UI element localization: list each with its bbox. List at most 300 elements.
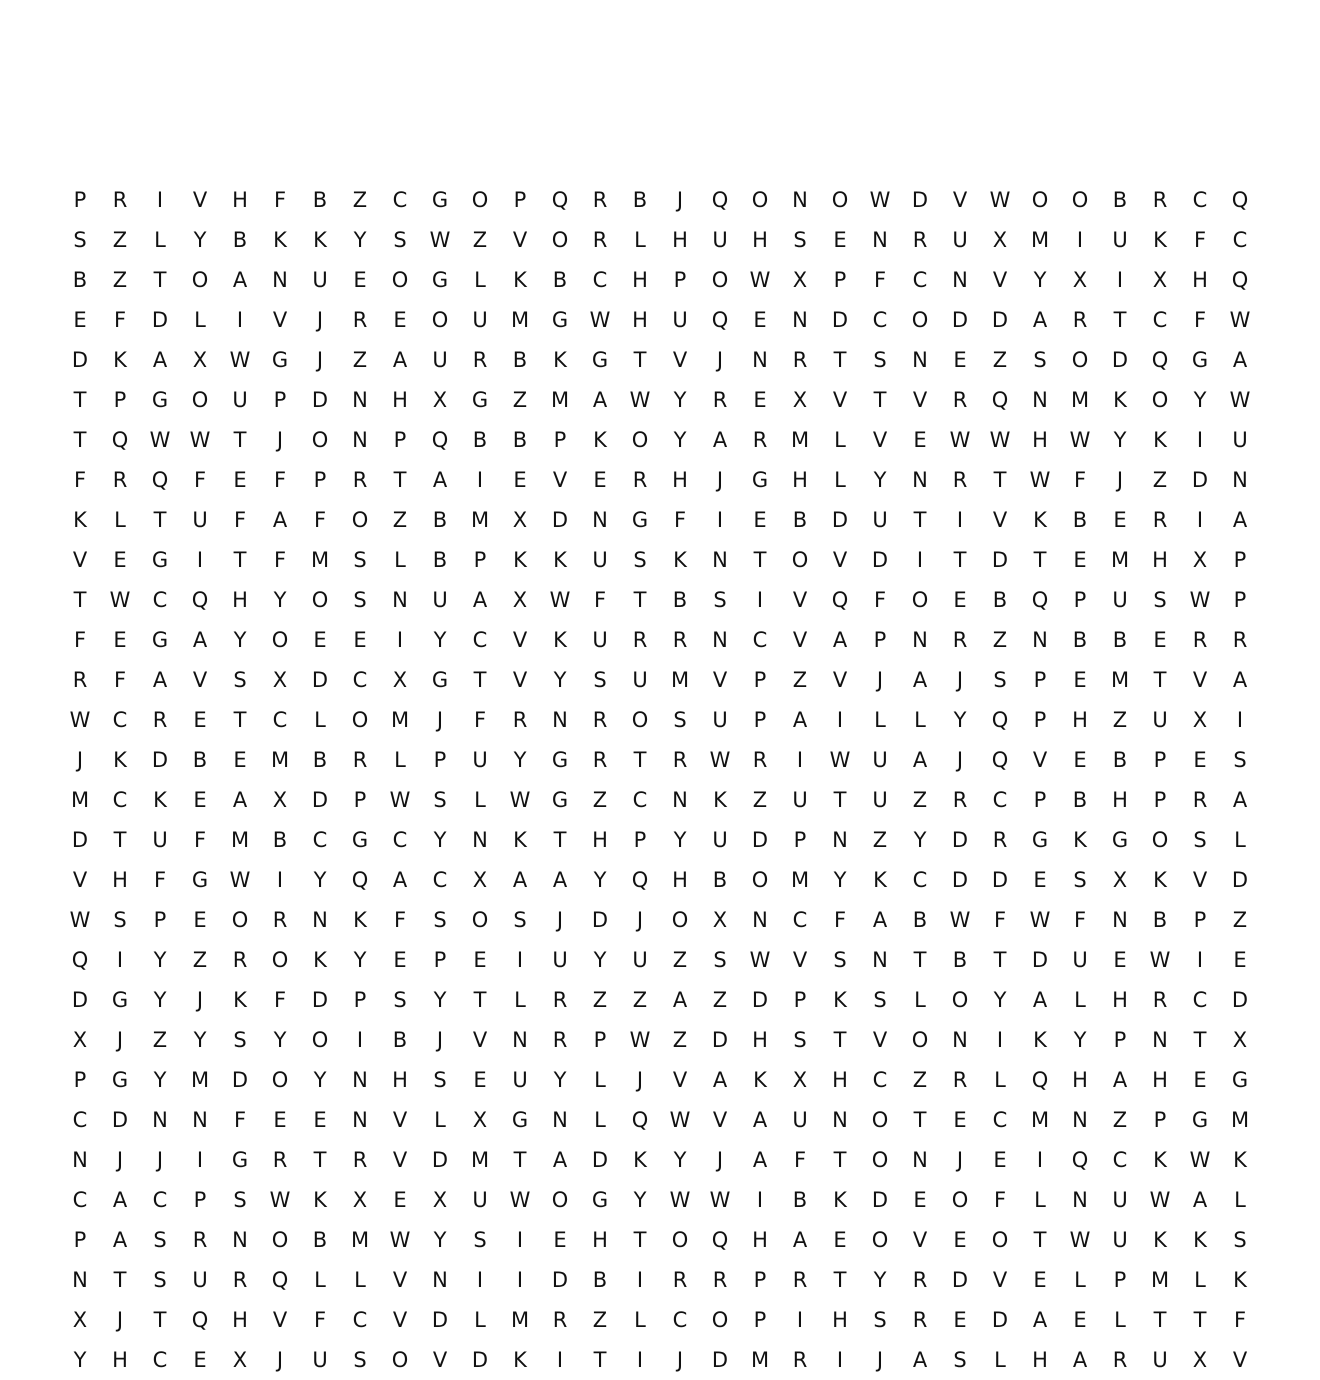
- letter-cell[interactable]: L: [1074, 1268, 1086, 1292]
- letter-cell[interactable]: V: [192, 668, 208, 692]
- letter-cell[interactable]: U: [192, 508, 208, 532]
- letter-cell[interactable]: G: [1191, 348, 1209, 372]
- letter-cell[interactable]: O: [311, 588, 329, 612]
- letter-cell[interactable]: R: [592, 748, 608, 772]
- letter-cell[interactable]: C: [352, 1308, 368, 1332]
- letter-cell[interactable]: P: [433, 948, 447, 972]
- letter-cell[interactable]: A: [112, 1188, 128, 1212]
- letter-cell[interactable]: D: [471, 1348, 489, 1372]
- letter-cell[interactable]: B: [1112, 188, 1128, 212]
- letter-cell[interactable]: K: [1233, 1148, 1247, 1172]
- letter-cell[interactable]: A: [512, 868, 528, 892]
- letter-cell[interactable]: J: [876, 668, 884, 692]
- letter-cell[interactable]: I: [636, 1268, 644, 1292]
- letter-cell[interactable]: V: [392, 1108, 408, 1132]
- letter-cell[interactable]: I: [636, 1348, 644, 1372]
- letter-cell[interactable]: L: [194, 308, 206, 332]
- letter-cell[interactable]: A: [592, 388, 608, 412]
- letter-cell[interactable]: E: [313, 1108, 327, 1132]
- letter-cell[interactable]: E: [1113, 948, 1127, 972]
- letter-cell[interactable]: Q: [1231, 188, 1249, 212]
- letter-cell[interactable]: P: [1153, 748, 1167, 772]
- letter-cell[interactable]: F: [113, 668, 127, 692]
- letter-cell[interactable]: I: [796, 748, 804, 772]
- letter-cell[interactable]: L: [474, 1308, 486, 1332]
- letter-cell[interactable]: H: [232, 188, 248, 212]
- letter-cell[interactable]: P: [1113, 1028, 1127, 1052]
- letter-cell[interactable]: N: [752, 908, 768, 932]
- letter-cell[interactable]: A: [1232, 348, 1248, 372]
- letter-cell[interactable]: L: [1194, 1268, 1206, 1292]
- letter-cell[interactable]: S: [1153, 588, 1167, 612]
- letter-cell[interactable]: B: [1072, 628, 1088, 652]
- letter-cell[interactable]: H: [1072, 1068, 1088, 1092]
- letter-cell[interactable]: K: [1153, 868, 1167, 892]
- letter-cell[interactable]: U: [552, 948, 568, 972]
- letter-cell[interactable]: Q: [271, 1268, 289, 1292]
- letter-cell[interactable]: C: [152, 1348, 168, 1372]
- letter-cell[interactable]: W: [69, 908, 91, 932]
- letter-cell[interactable]: C: [272, 708, 288, 732]
- letter-cell[interactable]: K: [1153, 1228, 1167, 1252]
- letter-cell[interactable]: J: [556, 908, 564, 932]
- letter-cell[interactable]: R: [272, 1148, 288, 1172]
- letter-cell[interactable]: Y: [953, 708, 967, 732]
- letter-cell[interactable]: V: [472, 1028, 488, 1052]
- letter-cell[interactable]: R: [1232, 628, 1248, 652]
- letter-cell[interactable]: Z: [152, 1028, 168, 1052]
- letter-cell[interactable]: H: [592, 1228, 608, 1252]
- letter-cell[interactable]: W: [749, 268, 771, 292]
- letter-cell[interactable]: F: [73, 628, 87, 652]
- letter-cell[interactable]: R: [352, 1148, 368, 1172]
- letter-cell[interactable]: A: [232, 788, 248, 812]
- letter-cell[interactable]: P: [273, 388, 287, 412]
- letter-cell[interactable]: E: [1233, 948, 1247, 972]
- letter-cell[interactable]: O: [791, 548, 809, 572]
- letter-cell[interactable]: G: [431, 188, 449, 212]
- letter-cell[interactable]: H: [1112, 788, 1128, 812]
- letter-cell[interactable]: D: [71, 348, 89, 372]
- letter-cell[interactable]: P: [1033, 788, 1047, 812]
- letter-cell[interactable]: T: [313, 1148, 327, 1172]
- letter-cell[interactable]: O: [751, 188, 769, 212]
- letter-cell[interactable]: L: [1234, 1188, 1246, 1212]
- letter-cell[interactable]: W: [1189, 588, 1211, 612]
- letter-cell[interactable]: E: [993, 1148, 1007, 1172]
- letter-cell[interactable]: M: [270, 748, 290, 772]
- letter-cell[interactable]: V: [992, 508, 1008, 532]
- letter-cell[interactable]: A: [1112, 1068, 1128, 1092]
- letter-cell[interactable]: L: [874, 708, 886, 732]
- letter-cell[interactable]: F: [1233, 1308, 1247, 1332]
- letter-cell[interactable]: D: [1031, 948, 1049, 972]
- letter-cell[interactable]: E: [193, 1348, 207, 1372]
- letter-cell[interactable]: R: [1072, 308, 1088, 332]
- letter-cell[interactable]: N: [832, 1108, 848, 1132]
- letter-cell[interactable]: H: [832, 1308, 848, 1332]
- letter-cell[interactable]: P: [153, 908, 167, 932]
- letter-cell[interactable]: Z: [392, 508, 408, 532]
- letter-cell[interactable]: A: [1032, 988, 1048, 1012]
- letter-cell[interactable]: F: [1073, 908, 1087, 932]
- letter-cell[interactable]: E: [473, 948, 487, 972]
- letter-cell[interactable]: H: [752, 1028, 768, 1052]
- letter-cell[interactable]: K: [1033, 1028, 1047, 1052]
- letter-cell[interactable]: H: [392, 1068, 408, 1092]
- letter-cell[interactable]: K: [73, 508, 87, 532]
- letter-cell[interactable]: U: [1112, 588, 1128, 612]
- letter-cell[interactable]: A: [712, 428, 728, 452]
- letter-cell[interactable]: F: [193, 828, 207, 852]
- letter-cell[interactable]: N: [432, 1268, 448, 1292]
- letter-cell[interactable]: R: [592, 228, 608, 252]
- letter-cell[interactable]: B: [312, 188, 328, 212]
- letter-cell[interactable]: V: [872, 1028, 888, 1052]
- letter-cell[interactable]: B: [912, 908, 928, 932]
- letter-cell[interactable]: A: [1232, 788, 1248, 812]
- letter-cell[interactable]: V: [832, 548, 848, 572]
- letter-cell[interactable]: N: [552, 1108, 568, 1132]
- letter-cell[interactable]: P: [633, 828, 647, 852]
- letter-cell[interactable]: G: [271, 348, 289, 372]
- letter-cell[interactable]: H: [672, 228, 688, 252]
- letter-cell[interactable]: N: [192, 1108, 208, 1132]
- letter-cell[interactable]: Z: [352, 188, 368, 212]
- letter-cell[interactable]: W: [709, 748, 731, 772]
- letter-cell[interactable]: I: [756, 588, 764, 612]
- letter-cell[interactable]: D: [951, 868, 969, 892]
- letter-cell[interactable]: R: [1192, 788, 1208, 812]
- letter-cell[interactable]: Q: [831, 588, 849, 612]
- letter-cell[interactable]: Y: [313, 868, 327, 892]
- letter-cell[interactable]: O: [911, 308, 929, 332]
- letter-cell[interactable]: L: [634, 1308, 646, 1332]
- letter-cell[interactable]: Q: [631, 868, 649, 892]
- letter-cell[interactable]: R: [552, 1028, 568, 1052]
- letter-cell[interactable]: Z: [592, 1308, 608, 1332]
- letter-cell[interactable]: Z: [1112, 1108, 1128, 1132]
- letter-cell[interactable]: E: [1033, 1268, 1047, 1292]
- letter-cell[interactable]: U: [232, 388, 248, 412]
- letter-cell[interactable]: L: [1074, 988, 1086, 1012]
- letter-cell[interactable]: S: [393, 988, 407, 1012]
- letter-cell[interactable]: O: [951, 988, 969, 1012]
- letter-cell[interactable]: F: [473, 708, 487, 732]
- letter-cell[interactable]: F: [73, 468, 87, 492]
- letter-cell[interactable]: Y: [593, 868, 607, 892]
- letter-cell[interactable]: K: [113, 748, 127, 772]
- letter-cell[interactable]: X: [352, 1188, 368, 1212]
- letter-cell[interactable]: X: [1112, 868, 1128, 892]
- letter-cell[interactable]: X: [192, 348, 208, 372]
- letter-cell[interactable]: Y: [353, 228, 367, 252]
- letter-cell[interactable]: E: [193, 788, 207, 812]
- letter-cell[interactable]: X: [432, 1188, 448, 1212]
- letter-cell[interactable]: O: [311, 1028, 329, 1052]
- letter-cell[interactable]: P: [873, 628, 887, 652]
- letter-cell[interactable]: M: [310, 548, 330, 572]
- letter-cell[interactable]: U: [1112, 228, 1128, 252]
- letter-cell[interactable]: D: [871, 1188, 889, 1212]
- letter-cell[interactable]: I: [356, 1028, 364, 1052]
- letter-cell[interactable]: L: [594, 1068, 606, 1092]
- letter-cell[interactable]: W: [749, 948, 771, 972]
- letter-cell[interactable]: F: [993, 908, 1007, 932]
- letter-cell[interactable]: V: [552, 468, 568, 492]
- letter-cell[interactable]: S: [233, 1188, 247, 1212]
- letter-cell[interactable]: D: [991, 1308, 1009, 1332]
- letter-cell[interactable]: B: [592, 1268, 608, 1292]
- letter-cell[interactable]: Z: [592, 988, 608, 1012]
- letter-cell[interactable]: F: [153, 868, 167, 892]
- letter-cell[interactable]: M: [1070, 388, 1090, 412]
- letter-cell[interactable]: S: [713, 588, 727, 612]
- letter-cell[interactable]: S: [713, 948, 727, 972]
- letter-cell[interactable]: L: [474, 268, 486, 292]
- letter-cell[interactable]: P: [1113, 1268, 1127, 1292]
- letter-cell[interactable]: W: [1029, 468, 1051, 492]
- letter-cell[interactable]: W: [1069, 428, 1091, 452]
- letter-cell[interactable]: L: [634, 228, 646, 252]
- letter-cell[interactable]: W: [1189, 1148, 1211, 1172]
- letter-cell[interactable]: Z: [112, 228, 128, 252]
- letter-cell[interactable]: E: [273, 1108, 287, 1132]
- letter-cell[interactable]: P: [553, 428, 567, 452]
- letter-cell[interactable]: E: [1073, 1308, 1087, 1332]
- letter-cell[interactable]: U: [872, 788, 888, 812]
- letter-cell[interactable]: B: [1072, 788, 1088, 812]
- letter-cell[interactable]: K: [873, 868, 887, 892]
- letter-cell[interactable]: N: [1152, 1028, 1168, 1052]
- letter-cell[interactable]: D: [311, 668, 329, 692]
- letter-cell[interactable]: B: [1152, 908, 1168, 932]
- letter-cell[interactable]: N: [1032, 388, 1048, 412]
- letter-cell[interactable]: I: [796, 1308, 804, 1332]
- letter-cell[interactable]: E: [73, 308, 87, 332]
- letter-cell[interactable]: Y: [73, 1348, 87, 1372]
- letter-cell[interactable]: W: [1229, 388, 1251, 412]
- letter-cell[interactable]: E: [353, 268, 367, 292]
- letter-cell[interactable]: H: [1112, 988, 1128, 1012]
- letter-cell[interactable]: A: [752, 1148, 768, 1172]
- letter-cell[interactable]: O: [271, 1228, 289, 1252]
- letter-cell[interactable]: D: [591, 1148, 609, 1172]
- letter-cell[interactable]: N: [592, 508, 608, 532]
- letter-cell[interactable]: N: [912, 628, 928, 652]
- letter-cell[interactable]: Q: [991, 748, 1009, 772]
- letter-cell[interactable]: P: [1073, 588, 1087, 612]
- letter-cell[interactable]: S: [1193, 828, 1207, 852]
- letter-cell[interactable]: N: [952, 1028, 968, 1052]
- letter-cell[interactable]: U: [592, 628, 608, 652]
- letter-cell[interactable]: A: [792, 1228, 808, 1252]
- letter-cell[interactable]: V: [72, 548, 88, 572]
- letter-cell[interactable]: N: [392, 588, 408, 612]
- letter-cell[interactable]: E: [353, 628, 367, 652]
- letter-cell[interactable]: I: [196, 548, 204, 572]
- letter-cell[interactable]: K: [1033, 508, 1047, 532]
- letter-cell[interactable]: Y: [553, 668, 567, 692]
- letter-cell[interactable]: U: [712, 708, 728, 732]
- letter-cell[interactable]: W: [949, 908, 971, 932]
- letter-cell[interactable]: F: [593, 588, 607, 612]
- letter-cell[interactable]: G: [1191, 1108, 1209, 1132]
- letter-cell[interactable]: C: [992, 788, 1008, 812]
- letter-cell[interactable]: L: [394, 548, 406, 572]
- letter-cell[interactable]: U: [1152, 1348, 1168, 1372]
- letter-cell[interactable]: X: [392, 668, 408, 692]
- letter-cell[interactable]: H: [752, 228, 768, 252]
- letter-cell[interactable]: V: [1032, 748, 1048, 772]
- letter-cell[interactable]: Y: [673, 828, 687, 852]
- letter-cell[interactable]: K: [833, 988, 847, 1012]
- letter-cell[interactable]: E: [913, 428, 927, 452]
- letter-cell[interactable]: V: [792, 948, 808, 972]
- letter-cell[interactable]: G: [151, 388, 169, 412]
- letter-cell[interactable]: I: [1116, 268, 1124, 292]
- letter-cell[interactable]: P: [1233, 588, 1247, 612]
- letter-cell[interactable]: U: [792, 788, 808, 812]
- letter-cell[interactable]: G: [151, 548, 169, 572]
- letter-cell[interactable]: R: [192, 1228, 208, 1252]
- letter-cell[interactable]: O: [911, 1028, 929, 1052]
- letter-cell[interactable]: H: [1072, 708, 1088, 732]
- letter-cell[interactable]: W: [1029, 908, 1051, 932]
- letter-cell[interactable]: C: [472, 628, 488, 652]
- letter-cell[interactable]: Q: [711, 1228, 729, 1252]
- letter-cell[interactable]: F: [1193, 308, 1207, 332]
- letter-cell[interactable]: X: [1072, 268, 1088, 292]
- letter-cell[interactable]: X: [992, 228, 1008, 252]
- letter-cell[interactable]: P: [753, 1308, 767, 1332]
- letter-cell[interactable]: L: [314, 708, 326, 732]
- letter-cell[interactable]: W: [229, 868, 251, 892]
- letter-cell[interactable]: K: [513, 828, 527, 852]
- letter-cell[interactable]: P: [73, 1228, 87, 1252]
- letter-cell[interactable]: O: [671, 1228, 689, 1252]
- letter-cell[interactable]: U: [432, 588, 448, 612]
- letter-cell[interactable]: F: [833, 908, 847, 932]
- letter-cell[interactable]: C: [592, 268, 608, 292]
- letter-cell[interactable]: A: [192, 628, 208, 652]
- letter-cell[interactable]: O: [271, 1068, 289, 1092]
- letter-cell[interactable]: T: [993, 948, 1007, 972]
- letter-cell[interactable]: I: [556, 1348, 564, 1372]
- letter-cell[interactable]: X: [232, 1348, 248, 1372]
- letter-cell[interactable]: T: [1153, 1308, 1167, 1332]
- letter-cell[interactable]: L: [1114, 1308, 1126, 1332]
- letter-cell[interactable]: P: [313, 468, 327, 492]
- letter-cell[interactable]: Z: [912, 1068, 928, 1092]
- letter-cell[interactable]: N: [1232, 468, 1248, 492]
- letter-cell[interactable]: E: [913, 1188, 927, 1212]
- letter-cell[interactable]: Y: [1113, 428, 1127, 452]
- letter-cell[interactable]: I: [236, 308, 244, 332]
- letter-cell[interactable]: M: [550, 388, 570, 412]
- letter-cell[interactable]: C: [992, 1108, 1008, 1132]
- letter-cell[interactable]: N: [312, 908, 328, 932]
- letter-cell[interactable]: U: [512, 1068, 528, 1092]
- letter-cell[interactable]: G: [111, 988, 129, 1012]
- letter-cell[interactable]: D: [1111, 348, 1129, 372]
- letter-cell[interactable]: G: [591, 1188, 609, 1212]
- letter-cell[interactable]: Z: [632, 988, 648, 1012]
- letter-cell[interactable]: N: [352, 388, 368, 412]
- letter-cell[interactable]: O: [711, 268, 729, 292]
- letter-cell[interactable]: E: [953, 1308, 967, 1332]
- letter-cell[interactable]: I: [476, 1268, 484, 1292]
- letter-cell[interactable]: R: [112, 468, 128, 492]
- letter-cell[interactable]: M: [1110, 548, 1130, 572]
- letter-cell[interactable]: A: [1072, 1348, 1088, 1372]
- letter-cell[interactable]: G: [511, 1108, 529, 1132]
- letter-cell[interactable]: W: [549, 588, 571, 612]
- letter-cell[interactable]: Q: [991, 708, 1009, 732]
- letter-cell[interactable]: T: [833, 1148, 847, 1172]
- letter-cell[interactable]: S: [953, 1348, 967, 1372]
- letter-cell[interactable]: T: [953, 548, 967, 572]
- letter-cell[interactable]: G: [631, 508, 649, 532]
- letter-cell[interactable]: P: [513, 188, 527, 212]
- letter-cell[interactable]: X: [272, 788, 288, 812]
- letter-cell[interactable]: O: [871, 1108, 889, 1132]
- letter-cell[interactable]: T: [513, 1148, 527, 1172]
- letter-cell[interactable]: R: [592, 708, 608, 732]
- letter-cell[interactable]: K: [273, 228, 287, 252]
- letter-cell[interactable]: Y: [673, 1148, 687, 1172]
- letter-cell[interactable]: Y: [313, 1068, 327, 1092]
- letter-cell[interactable]: A: [392, 348, 408, 372]
- letter-cell[interactable]: C: [1112, 1148, 1128, 1172]
- letter-cell[interactable]: N: [712, 628, 728, 652]
- letter-cell[interactable]: V: [1192, 868, 1208, 892]
- letter-cell[interactable]: Q: [351, 868, 369, 892]
- letter-cell[interactable]: W: [189, 428, 211, 452]
- letter-cell[interactable]: C: [432, 868, 448, 892]
- letter-cell[interactable]: Y: [873, 468, 887, 492]
- letter-cell[interactable]: D: [751, 828, 769, 852]
- letter-cell[interactable]: J: [956, 1148, 964, 1172]
- letter-cell[interactable]: O: [911, 588, 929, 612]
- letter-cell[interactable]: E: [1113, 508, 1127, 532]
- letter-cell[interactable]: T: [153, 508, 167, 532]
- letter-cell[interactable]: T: [393, 468, 407, 492]
- letter-cell[interactable]: E: [953, 588, 967, 612]
- letter-cell[interactable]: K: [513, 1348, 527, 1372]
- letter-cell[interactable]: L: [354, 1268, 366, 1292]
- letter-cell[interactable]: O: [391, 1348, 409, 1372]
- letter-cell[interactable]: P: [433, 748, 447, 772]
- letter-cell[interactable]: Y: [433, 828, 447, 852]
- letter-cell[interactable]: T: [593, 1348, 607, 1372]
- letter-cell[interactable]: B: [512, 348, 528, 372]
- letter-cell[interactable]: K: [153, 788, 167, 812]
- letter-cell[interactable]: X: [432, 388, 448, 412]
- letter-cell[interactable]: Z: [672, 948, 688, 972]
- letter-cell[interactable]: S: [1033, 348, 1047, 372]
- letter-cell[interactable]: J: [716, 1148, 724, 1172]
- letter-cell[interactable]: R: [1152, 988, 1168, 1012]
- letter-cell[interactable]: G: [751, 468, 769, 492]
- letter-cell[interactable]: R: [352, 468, 368, 492]
- letter-cell[interactable]: V: [712, 1108, 728, 1132]
- letter-cell[interactable]: C: [672, 1308, 688, 1332]
- letter-cell[interactable]: P: [353, 988, 367, 1012]
- letter-cell[interactable]: Q: [111, 428, 129, 452]
- letter-cell[interactable]: N: [1112, 908, 1128, 932]
- letter-cell[interactable]: Y: [553, 1068, 567, 1092]
